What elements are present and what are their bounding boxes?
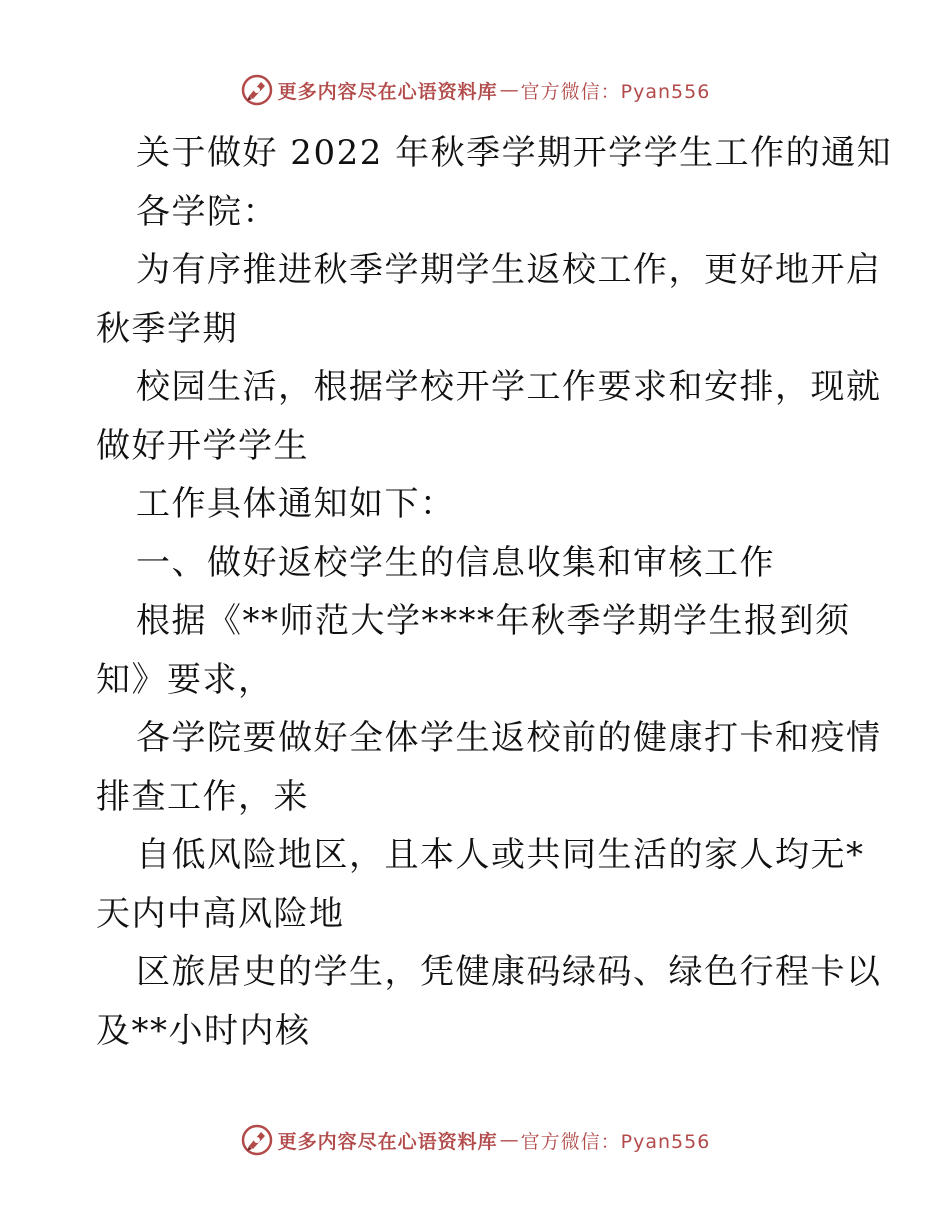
- watermark-header: [0, 70, 950, 110]
- text-line: 天内中高风险地: [96, 893, 345, 934]
- text-line: 关于做好 2022 年秋季学期开学学生工作的通知: [136, 133, 893, 173]
- text-line: 知》要求，: [96, 659, 274, 700]
- text-line: 及**小时内核: [96, 1010, 311, 1051]
- document-body: [96, 124, 893, 1060]
- watermark-footer: [0, 1120, 950, 1160]
- text-line: 各学院要做好全体学生返校前的健康打卡和疫情: [136, 718, 882, 758]
- pen-logo-icon: [240, 73, 274, 107]
- text-line: 一、做好返校学生的信息收集和审核工作: [136, 542, 775, 583]
- watermark-site-text: 更多内容尽在心语资料库: [277, 80, 498, 103]
- text-line: 排查工作，来: [96, 776, 309, 817]
- text-line: 做好开学学生: [96, 425, 309, 466]
- text-line: 自低风险地区，且本人或共同生活的家人均无*: [136, 835, 865, 875]
- watermark-separator: —: [499, 79, 519, 101]
- watermark-contact-text: 官方微信：Pyan556: [520, 1130, 711, 1153]
- text-line: 为有序推进秋季学期学生返校工作，更好地开启: [136, 250, 882, 290]
- text-line: 区旅居史的学生，凭健康码绿码、绿色行程卡以: [136, 952, 882, 992]
- pen-logo-icon: [240, 1123, 274, 1157]
- text-line: 秋季学期: [96, 308, 238, 349]
- text-line: 校园生活，根据学校开学工作要求和安排，现就: [136, 367, 882, 407]
- watermark-contact-text: 官方微信：Pyan556: [520, 80, 711, 103]
- watermark-site-text: 更多内容尽在心语资料库: [277, 1130, 498, 1153]
- text-line: 根据《**师范大学****年秋季学期学生报到须: [136, 601, 851, 641]
- watermark-separator: —: [499, 1129, 519, 1151]
- text-line: 各学院：: [136, 191, 278, 232]
- text-line: 工作具体通知如下：: [136, 484, 456, 524]
